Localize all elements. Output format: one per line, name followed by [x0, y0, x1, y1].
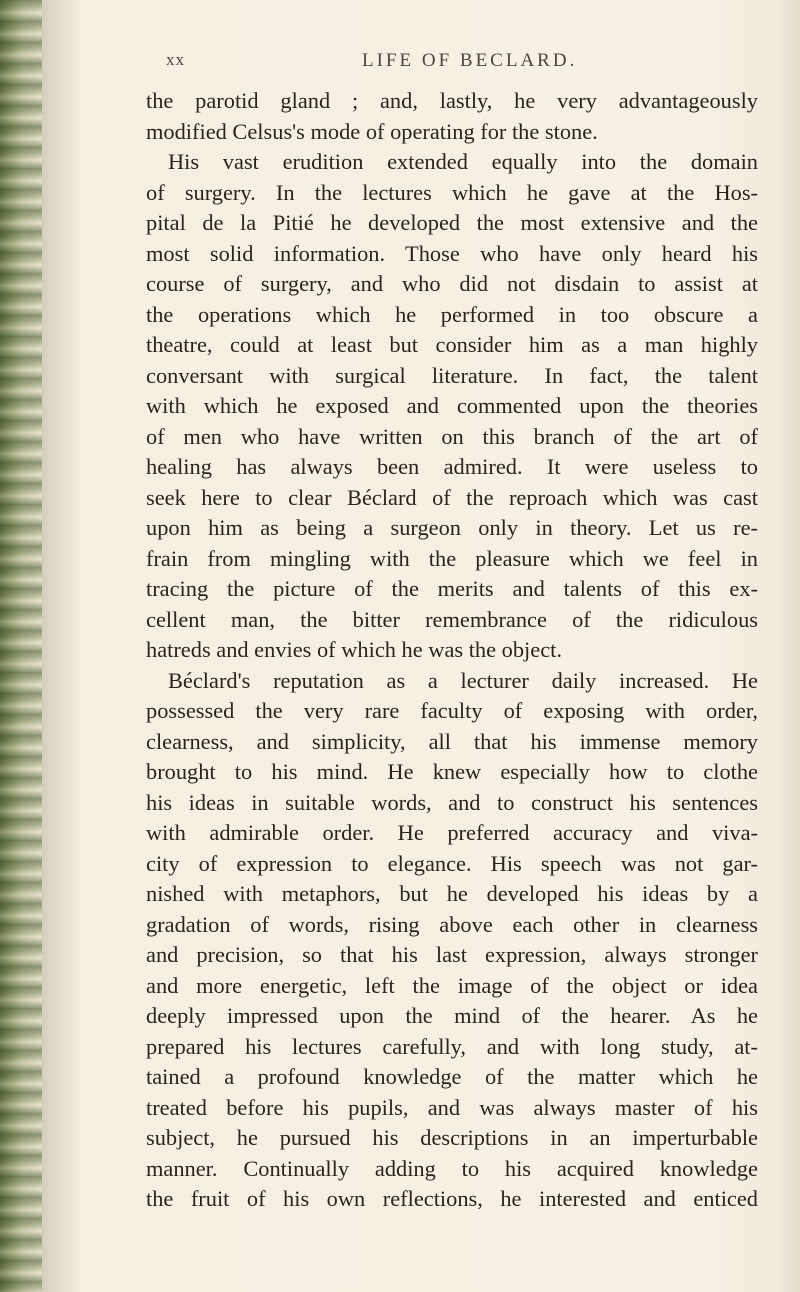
text-line: upon him as being a surgeon only in theory. Let us re-	[146, 515, 758, 540]
text-line: cellent man, the bitter remembrance of the ridiculous	[146, 606, 758, 632]
page-number: xx	[166, 50, 185, 69]
text-line: hatreds and envies of which he was the object.	[146, 637, 562, 662]
text-line: with which he exposed and commented upon the theories	[146, 393, 758, 418]
text-line: subject, he pursued his descriptions in an imperturbable	[146, 1125, 758, 1150]
text-line: gradation of words, rising above each other in clearness	[146, 911, 758, 937]
text-line: nished with metaphors, but he developed his ideas by a	[146, 881, 758, 906]
text-line: the operations which he performed in too obscure a	[146, 301, 758, 327]
text-line: the parotid gland ; and, lastly, he very advantageously	[146, 88, 758, 113]
text-line: pital de la Pitié he developed the most extensive and the	[146, 210, 758, 235]
text-line: deeply impressed upon the mind of the hearer. As he	[146, 1003, 758, 1028]
text-line: clearness, and simplicity, all that his immense memory	[146, 728, 758, 754]
text-line: His vast erudition extended equally into the domain	[168, 149, 758, 174]
text-line: with admirable order. He preferred accuracy and viva-	[146, 820, 758, 845]
gutter-shadow	[42, 0, 82, 1292]
text-line: tracing the picture of the merits and talents of this ex-	[146, 576, 758, 601]
text-line: tained a profound knowledge of the matter which he	[146, 1064, 758, 1089]
text-line: and precision, so that his last expression, always stronger	[146, 942, 758, 967]
text-line: course of surgery, and who did not disdain to assist at	[146, 271, 758, 296]
text-line: treated before his pupils, and was always master of his	[146, 1094, 758, 1120]
text-line: of surgery. In the lectures which he gave at the Hos-	[146, 179, 758, 205]
text-line: seek here to clear Béclard of the reproach which was cast	[146, 484, 758, 510]
text-line: his ideas in suitable words, and to construct his sentences	[146, 789, 758, 815]
running-head: LIFE OF BECLARD.	[362, 50, 578, 71]
text-line: conversant with surgical literature. In fact, the talent	[146, 362, 758, 388]
text-line: healing has always been admired. It were useless to	[146, 454, 758, 479]
text-line: theatre, could at least but consider him as a man highly	[146, 332, 758, 357]
text-line: and more energetic, left the image of the object or idea	[146, 972, 758, 998]
text-line: brought to his mind. He knew especially how to clothe	[146, 759, 758, 784]
text-line: Béclard's reputation as a lecturer daily increased. He	[168, 667, 758, 693]
text-line: most solid information. Those who have only heard his	[146, 240, 758, 266]
text-line: possessed the very rare faculty of exposing with order,	[146, 698, 758, 723]
page-header	[146, 50, 706, 80]
text-line: the fruit of his own reflections, he interested and enticed	[146, 1186, 758, 1211]
page-right-edge	[780, 0, 800, 1292]
text-line: modified Celsus's mode of operating for the stone.	[146, 118, 598, 144]
text-line: city of expression to elegance. His speech was not gar-	[146, 850, 758, 876]
text-line: of men who have written on this branch of the art of	[146, 423, 758, 449]
body-text	[146, 86, 758, 1215]
text-line: manner. Continually adding to his acquired knowledge	[146, 1155, 758, 1181]
text-line: prepared his lectures carefully, and with long study, at-	[146, 1033, 758, 1059]
text-line: frain from mingling with the pleasure which we feel in	[146, 545, 758, 571]
book-binding-edge	[0, 0, 42, 1292]
